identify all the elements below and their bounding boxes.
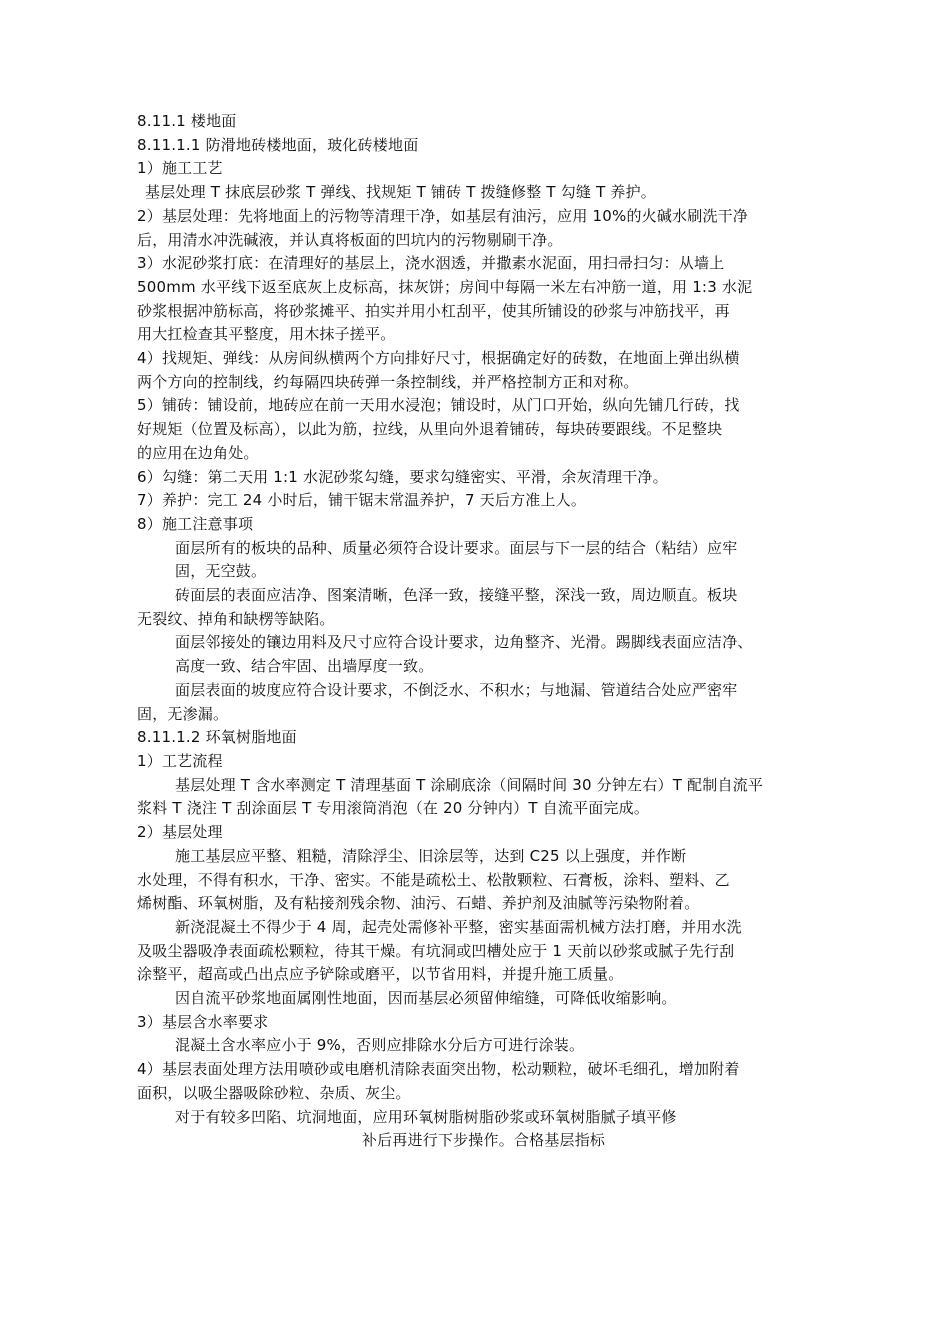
paragraph-line: 浆料 T 浇注 T 刮涂面层 T 专用滚筒消泡（在 20 分钟内）T 自流平面完成。 [137,799,650,818]
paragraph-line: 面积，以吸尘器吸除砂粒、杂质、灰尘。 [137,1083,411,1102]
paragraph-line: 固，无空鼓。 [175,562,267,581]
paragraph-line: 4）基层表面处理方法用喷砂或电磨机清除表面突出物，松动颗粒，破坏毛细孔，增加附着 [137,1060,740,1079]
paragraph-line: 面层表面的坡度应符合设计要求，不倒泛水、不积水；与地漏、管道结合处应严密牢 [175,680,738,699]
paragraph-line: 对于有较多凹陷、坑洞地面，应用环氧树脂树脂砂浆或环氧树脂腻子填平修 [175,1107,677,1126]
paragraph-line: 好规矩（位置及标高），以此为筋，拉线，从里向外退着铺砖，每块砖要跟线。不足整块 [137,420,723,439]
paragraph-line: 用大扛检查其平整度，用木抹子搓平。 [137,325,396,344]
subsection-heading: 8.11.1.2 环氧树脂地面 [137,728,297,747]
paragraph-line: 5）铺砖：铺设前，地砖应在前一天用水浸泡；铺设时，从门口开始，纵向先铺几行砖，找 [137,396,740,415]
item-heading: 3）基层含水率要求 [137,1012,269,1031]
paragraph-line: 两个方向的控制线，约每隔四块砖弹一条控制线，并严格控制方正和对称。 [137,372,639,391]
paragraph-line: 6）勾缝：第二天用 1:1 水泥砂浆勾缝，要求勾缝密实、平滑，余灰清理干净。 [137,467,668,486]
paragraph-line: 补后再进行下步操作。合格基层指标 [361,1131,606,1150]
item-heading: 8）施工注意事项 [137,514,254,533]
paragraph-line: 水处理，不得有积水，干净、密实。不能是疏松土、松散颗粒、石膏板，涂料、塑料、乙 [137,870,730,889]
paragraph-line: 面层邻接处的镶边用料及尺寸应符合设计要求，边角整齐、光滑。踢脚线表面应洁净、 [175,633,753,652]
paragraph-line: 面层所有的板块的品种、质量必须符合设计要求。面层与下一层的结合（粘结）应牢 [175,538,738,557]
paragraph-line: 及吸尘器吸净表面疏松颗粒，待其干燥。有坑洞或凹槽处应于 1 天前以砂浆或腻子先行刮 [137,941,735,960]
section-heading: 8.11.1 楼地面 [137,112,237,130]
paragraph-line: 砖面层的表面应洁净、图案清晰，色泽一致，接缝平整，深浅一致，周边顺直。板块 [175,586,738,605]
paragraph-line: 基层处理 T 含水率测定 T 清理基面 T 涂刷底涂（间隔时间 30 分钟左右）T 配制自流平 [175,775,764,794]
paragraph-line: 混凝土含水率应小于 9%，否则应排除水分后方可进行涂装。 [175,1036,585,1055]
paragraph-line: 因自流平砂浆地面属刚性地面，因而基层必须留伸缩缝，可降低收缩影响。 [175,989,677,1008]
paragraph-line: 固，无渗漏。 [137,704,229,723]
paragraph-line: 砂浆根据冲筋标高，将砂浆摊平、拍实并用小杠刮平，使其所铺设的砂浆与冲筋找平，再 [137,301,730,320]
paragraph-line: 2）基层处理：先将地面上的污物等清理干净，如基层有油污，应用 10%的火碱水刷洗干净 [137,206,749,225]
paragraph-line: 基层处理 T 抹底层砂浆 T 弹线、找规矩 T 铺砖 T 拨缝修整 T 勾缝 T 养护。 [145,183,656,202]
paragraph-line: 的应用在边角处。 [137,443,259,462]
item-heading: 1）施工工艺 [137,159,223,178]
paragraph-line: 无裂纹、掉角和缺楞等缺陷。 [137,609,335,628]
paragraph-line: 涂整平，超高或凸出点应予铲除或磨平，以节省用料，并提升施工质量。 [137,965,624,984]
subsection-heading: 8.11.1.1 防滑地砖楼地面，玻化砖楼地面 [137,135,419,154]
paragraph-line: 高度一致、结合牢固、出墙厚度一致。 [175,657,434,676]
paragraph-line: 烯树酯、环氧树脂，及有粘接剂残余物、油污、石蜡、养护剂及油腻等污染物附着。 [137,894,700,913]
paragraph-line: 7）养护：完工 24 小时后，铺干锯末常温养护，7 天后方准上人。 [137,491,587,510]
paragraph-line: 500mm 水平线下返至底灰上皮标高，抹灰饼；房间中每隔一米左右冲筋一道，用 1:3 水泥 [137,277,753,296]
paragraph-line: 3）水泥砂浆打底：在清理好的基层上，浇水洇透，并撒素水泥面，用扫帚扫匀：从墙上 [137,254,725,273]
paragraph-line: 施工基层应平整、粗糙，清除浮尘、旧涂层等，达到 C25 以上强度，并作断 [175,846,687,865]
paragraph-line: 后，用清水冲洗碱液，并认真将板面的凹坑内的污物剔刷干净。 [137,230,563,249]
paragraph-line: 4）找规矩、弹线：从房间纵横两个方向排好尺寸，根据确定好的砖数，在地面上弹出纵横 [137,349,740,368]
item-heading: 1）工艺流程 [137,751,223,770]
paragraph-line: 新浇混凝土不得少于 4 周，起壳处需修补平整，密实基面需机械方法打磨，并用水洗 [175,917,742,936]
item-heading: 2）基层处理 [137,823,223,842]
